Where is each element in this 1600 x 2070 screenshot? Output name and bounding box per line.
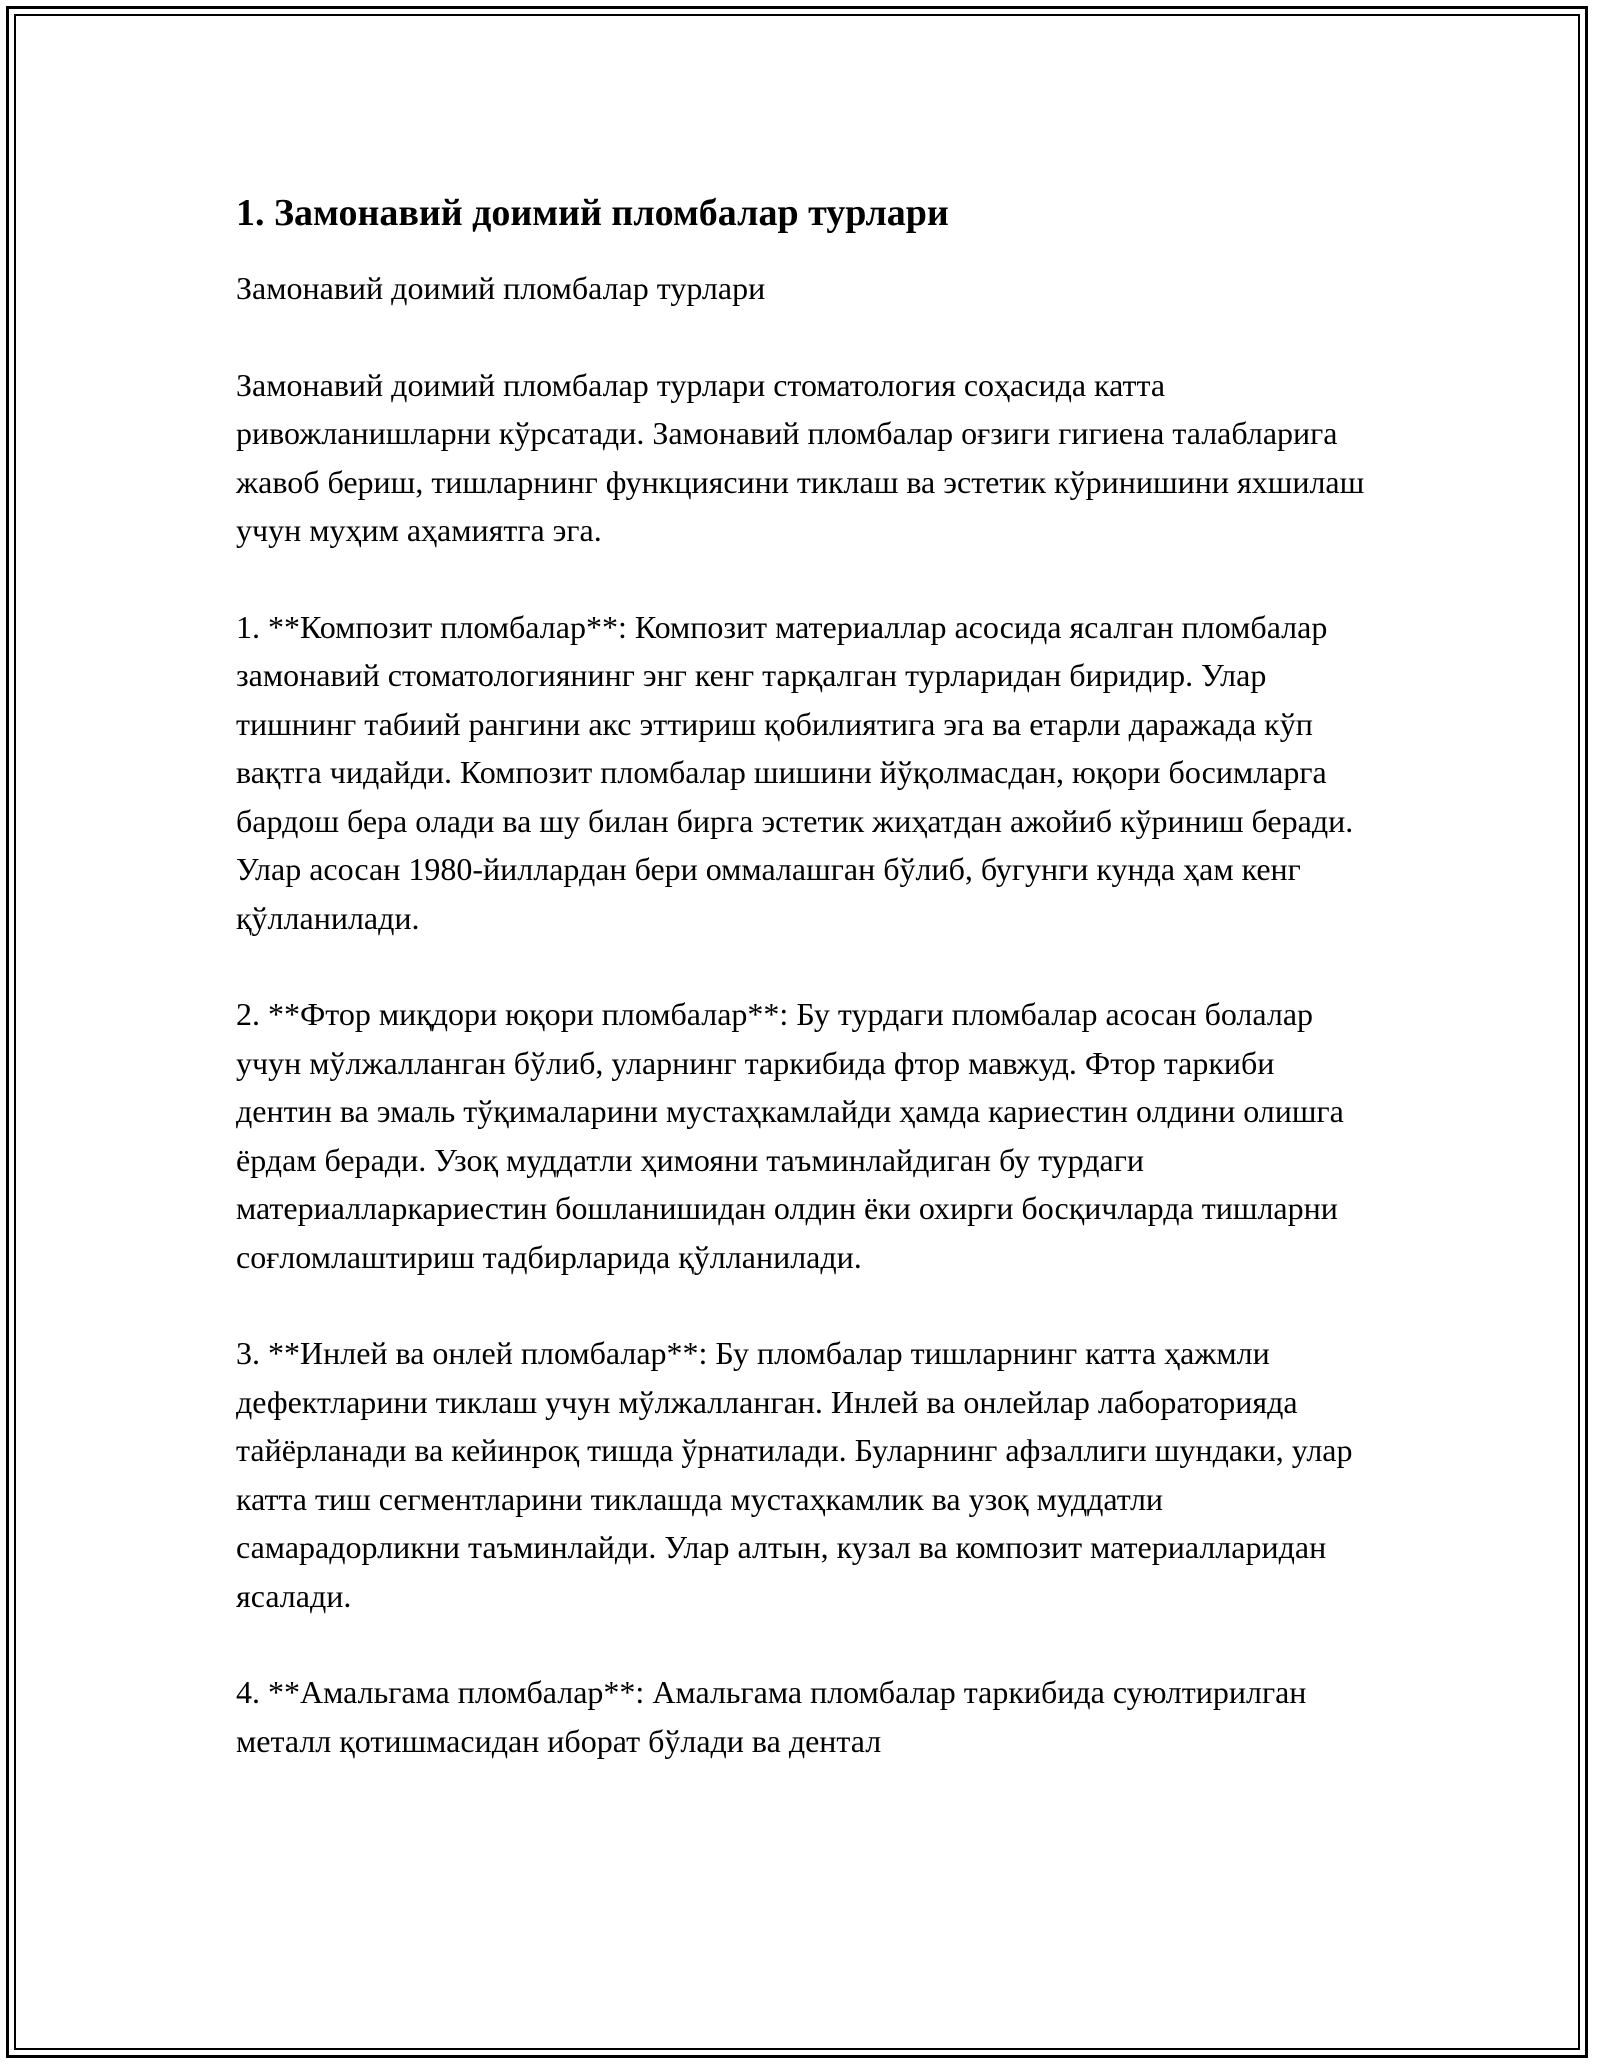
paragraph-intro: Замонавий доимий пломбалар турлари стоматология соҳасида катта ривожланишларни кўрсатади. Замонавий пломбалар оғзиги гигиена талабларига жавоб бериш, тишларнинг функциясини тиклаш ва эстетик кўринишини яхшилаш учун муҳим аҳамиятга эга. — [236, 366, 1365, 548]
paragraph-inlay-onlay-fillings: 3. **Инлей ва онлей пломбалар**: Бу пломбалар тишларнинг катта ҳажмли дефектларини тиклаш учун мўлжалланган. Инлей ва онлейлар лабораторияда тайёрланади ва кейинроқ тишда ўрнатилади. Буларнинг афзаллиги шундаки, улар катта тиш сегментларини тиклашда мустаҳкамлик ва узоқ муддатли самарадорликни таъминлайди. Улар алтын, кузал ва композит материалларидан ясалади. — [236, 1335, 1353, 1614]
paragraph-composite-fillings: 1. **Композит пломбалар**: Композит материаллар асосида ясалган пломбалар замонавий стоматологиянинг энг кенг тарқалган турларидан биридир. Улар тишнинг табиий рангини акс эттириш қобилиятига эга ва етарли даражада кўп вақтга чидайди. Композит пломбалар шишини йўқолмасдан, юқори босимларга бардош бера олади ва шу билан бирга эстетик жиҳатдан ажойиб кўриниш беради. Улар асосан 1980-йиллардан бери оммалашган бўлиб, бугунги кунда ҳам кенг қўлланилади. — [236, 608, 1354, 936]
paragraph-fluoride-fillings: 2. **Фтор миқдори юқори пломбалар**: Бу турдаги пломбалар асосан болалар учун мўлжалланган бўлиб, уларнинг таркибида фтор мавжуд. Фтор таркиби дентин ва эмаль тўқималарини мустаҳкамлайди ҳамда кариестин олдини олишга ёрдам беради. Узоқ муддатли ҳимояни таъминлайдиган бу турдаги материалларкариестин бошланишидан олдин ёки охирги босқичларда тишларни соғломлаштириш тадбирларида қўлланилади. — [236, 996, 1344, 1275]
document-body — [236, 188, 1376, 1813]
paragraph-amalgam-fillings: 4. **Амальгама пломбалар**: Амальгама пломбалар таркибида суюлтирилган металл қотишмасидан иборат бўлади ва дентал — [236, 1674, 1307, 1759]
document-heading: 1. Замонавий доимий пломбалар турлари — [236, 192, 949, 234]
document-subtitle: Замонавий доимий пломбалар турлари — [236, 270, 766, 306]
